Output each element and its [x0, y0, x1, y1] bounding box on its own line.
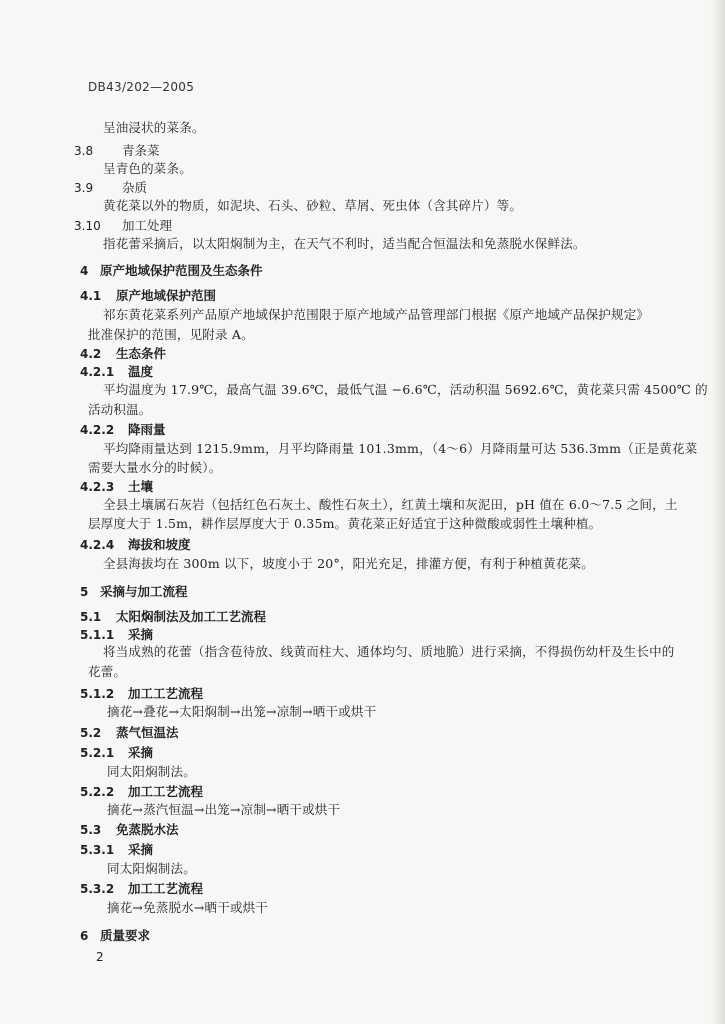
process-flow-line: 摘花→蒸汽恒温→出笼→凉制→晒干或烘干 [107, 802, 341, 817]
section-title: 免蒸脱水法 [116, 822, 179, 837]
section-number: 3.8 [74, 144, 94, 158]
paragraph-line: 同太阳焖制法。 [107, 861, 196, 876]
section-heading-3-8 [74, 143, 160, 159]
section-number: 4 [80, 264, 89, 278]
section-title: 质量要求 [100, 928, 151, 943]
paragraph-line: 指花蕾采摘后，以太阳焖制为主，在天气不利时，适当配合恒温法和免蒸脱水保鲜法。 [103, 236, 586, 251]
section-title: 土壤 [128, 479, 154, 494]
section-number: 4.2 [80, 347, 102, 361]
paragraph-line: 活动积温。 [88, 402, 152, 417]
section-heading-6 [80, 928, 150, 944]
section-number: 4.2.4 [80, 538, 115, 552]
section-title: 加工工艺流程 [128, 784, 204, 799]
section-title: 温度 [128, 364, 154, 379]
section-heading-5-3 [80, 822, 179, 838]
section-number: 5.1.1 [80, 628, 115, 642]
section-number: 5.1.2 [80, 687, 115, 701]
section-heading-5-2-2 [80, 784, 203, 800]
process-flow-line: 摘花→叠花→太阳焖制→出笼→凉制→晒干或烘干 [107, 704, 377, 719]
section-title: 降雨量 [128, 422, 166, 437]
section-heading-3-9 [74, 180, 147, 196]
paragraph-line: 平均温度为 17.9℃，最高气温 39.6℃，最低气温 −6.6℃，活动积温 5692.6℃，黄花菜只需 4500℃ 的 [103, 382, 708, 397]
section-heading-5-2-1 [80, 745, 153, 761]
section-number: 5.2 [80, 726, 102, 740]
paragraph-line: 祁东黄花菜系列产品原产地域保护范围限于原产地域产品管理部门根据《原产地域产品保护规定》 [103, 307, 650, 322]
paragraph-line: 花蕾。 [88, 664, 127, 679]
section-number: 3.10 [74, 219, 101, 233]
process-flow-line: 摘花→免蒸脱水→晒干或烘干 [107, 900, 269, 915]
section-title: 太阳焖制法及加工工艺流程 [116, 609, 267, 624]
section-title: 海拔和坡度 [128, 537, 191, 552]
section-heading-3-10 [74, 218, 172, 234]
paragraph-line: 呈油浸状的菜条。 [103, 120, 205, 135]
section-title: 采摘 [128, 842, 154, 857]
section-title: 加工工艺流程 [128, 881, 204, 896]
paragraph-line: 全县土壤属石灰岩（包括红色石灰土、酸性石灰土），红黄土壤和灰泥田，pH 值在 6.0～7.5 之间，土 [103, 497, 678, 512]
paragraph-line: 批准保护的范围，见附录 A。 [88, 327, 254, 342]
section-heading-4-2 [80, 346, 166, 362]
section-heading-5-1 [80, 609, 266, 625]
paragraph-line: 黄花菜以外的物质，如泥块、石头、砂粒、草屑、死虫体（含其碎片）等。 [103, 198, 523, 213]
section-title: 生态条件 [116, 346, 167, 361]
section-title: 青条菜 [122, 143, 160, 158]
section-heading-5-3-2 [80, 881, 203, 897]
section-number: 5.2.1 [80, 746, 115, 760]
section-title: 采摘 [128, 627, 154, 642]
section-heading-4-1 [80, 288, 216, 304]
section-number: 6 [80, 929, 89, 943]
section-title: 蒸气恒温法 [116, 725, 179, 740]
section-heading-4 [80, 263, 263, 279]
paragraph-line: 平均降雨量达到 1215.9mm，月平均降雨量 101.3mm，（4～6）月降雨量可达 536.3mm（正是黄花菜 [103, 441, 698, 456]
section-number: 4.1 [80, 289, 102, 303]
section-heading-5 [80, 584, 188, 600]
paragraph-line: 层厚度大于 1.5m，耕作层厚度大于 0.35m。黄花菜正好适宜于这种微酸或弱性土壤种植。 [88, 516, 602, 531]
section-title: 杂质 [122, 180, 148, 195]
section-heading-5-1-2 [80, 686, 203, 702]
section-title: 原产地域保护范围 [116, 288, 217, 303]
section-title: 采摘 [128, 745, 154, 760]
section-heading-4-2-2 [80, 422, 166, 438]
section-number: 5.3.1 [80, 843, 115, 857]
section-heading-4-2-4 [80, 537, 191, 553]
section-number: 5.1 [80, 610, 102, 624]
section-title: 加工处理 [122, 218, 173, 233]
section-number: 4.2.1 [80, 365, 115, 379]
section-heading-5-3-1 [80, 842, 153, 858]
section-heading-5-1-1 [80, 627, 153, 643]
paragraph-line: 需要大量水分的时候）。 [88, 460, 222, 475]
section-number: 5.3.2 [80, 882, 115, 896]
section-number: 4.2.3 [80, 480, 115, 494]
section-number: 5.3 [80, 823, 102, 837]
document-code: DB43/202—2005 [88, 80, 195, 94]
paragraph-line: 呈青色的菜条。 [103, 161, 192, 176]
section-number: 5.2.2 [80, 785, 115, 799]
section-number: 5 [80, 585, 89, 599]
section-number: 3.9 [74, 181, 94, 195]
paragraph-line: 全县海拔均在 300m 以下，坡度小于 20°，阳光充足，排灌方便，有利于种植黄花菜。 [103, 556, 594, 571]
page-number: 2 [96, 950, 104, 964]
section-title: 加工工艺流程 [128, 686, 204, 701]
paragraph-line: 同太阳焖制法。 [107, 764, 196, 779]
section-heading-4-2-3 [80, 479, 153, 495]
section-title: 原产地域保护范围及生态条件 [100, 263, 263, 278]
section-number: 4.2.2 [80, 423, 115, 437]
section-heading-4-2-1 [80, 364, 153, 380]
paragraph-line: 将当成熟的花蕾（指含苞待放、线黄而柱大、通体均匀、质地脆）进行采摘，不得损伤幼杆及生长中的 [103, 644, 675, 659]
section-title: 采摘与加工流程 [100, 584, 188, 599]
section-heading-5-2 [80, 725, 179, 741]
scan-edge-shadow [711, 0, 725, 1024]
